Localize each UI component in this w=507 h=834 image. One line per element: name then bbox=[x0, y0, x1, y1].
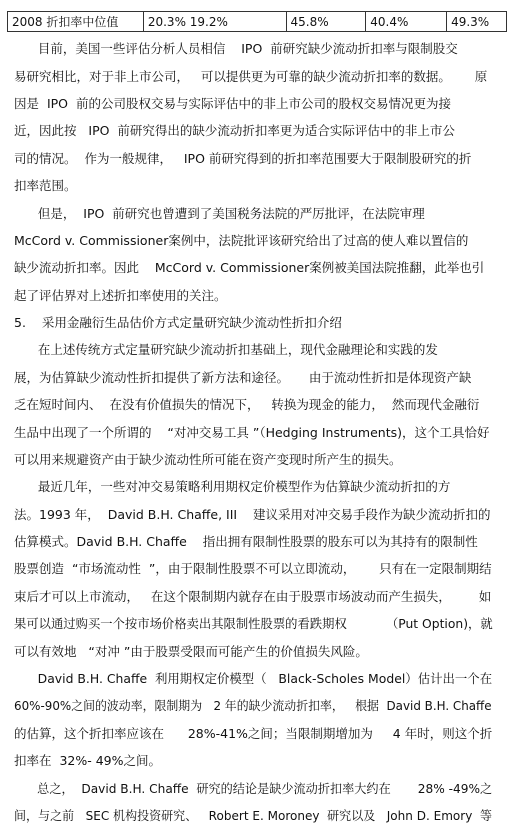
text-line: 可以有效地 “对冲 ”由于股票受限而可能产生的价值损失风险。 bbox=[14, 644, 368, 659]
text-line: McCord v. Commissioner案例中，法院批评该研究给出了过高的使人难以置信的 bbox=[14, 233, 469, 248]
text-line: 目前，美国一些评估分析人员相信 IPO 前研究缺少流动折扣率与限制股交 bbox=[14, 41, 458, 56]
section-heading: 5. 采用金融衍生品估价方式定量研究缺少流动性折扣介绍 bbox=[14, 315, 342, 330]
text-line: 易研究相比，对于非上市公司， 可以提供更为可靠的缺少流动折扣率的数据。 原 bbox=[14, 69, 488, 84]
text-line: 生品中出现了一个所谓的 “对冲交易工具 ”（Hedging Instruments)，这个工具恰好 bbox=[14, 425, 490, 440]
text-line: 的估算，这个折扣率应该在 28%-41%之间；当限制期增加为 4 年时，则这个折 bbox=[14, 726, 493, 741]
text-line: 展，为估算缺少流动性折扣提供了新方法和途径。 由于流动性折扣是体现资产缺 bbox=[14, 370, 472, 385]
text-line: 司的情况。 作为一般规律， IPO 前研究得到的折扣率范围要大于限制股研究的折 bbox=[14, 151, 472, 166]
text-line: 最近几年，一些对冲交易策略利用期权定价模型作为估算缺少流动折扣的方 bbox=[14, 479, 451, 494]
text-line: 束后才可以上市流动， 在这个限制期内就存在由于股票市场波动而产生损失， 如 bbox=[14, 589, 492, 604]
table-cell: 45.8% bbox=[286, 12, 366, 32]
text-line: 乏在短时间内、 在没有价值损失的情况下， 转换为现金的能力， 然而现代金融衍 bbox=[14, 397, 480, 412]
discount-rate-table-row bbox=[7, 11, 507, 32]
table-cell: 40.4% bbox=[366, 12, 447, 32]
text-line: 股票创造 “市场流动性 ”，由于限制性股票不可以立即流动， 只有在一定限制期结 bbox=[14, 561, 492, 576]
table-cell-label: 2008 折扣率中位值 bbox=[8, 12, 144, 32]
text-line: 但是， IPO 前研究也曾遭到了美国税务法院的严厉批评，在法院审理 bbox=[14, 206, 425, 221]
text-line: 60%-90%之间的波动率，限制期为 2 年的缺少流动折扣率， 根据 David B.H. Chaffe bbox=[14, 698, 492, 713]
text-line: 法。1993 年， David B.H. Chaffe, III 建议采用对冲交易手段作为缺少流动折扣的 bbox=[14, 507, 491, 522]
text-line: 扣率在 32%- 49%之间。 bbox=[14, 753, 161, 768]
text-line: 缺少流动折扣率。因此 McCord v. Commissioner案例被美国法院推翻，此举也引 bbox=[14, 260, 485, 275]
text-line: 扣率范围。 bbox=[14, 178, 77, 193]
table-row bbox=[8, 12, 507, 32]
text-line: David B.H. Chaffe 利用期权定价模型（ Black-Scholes Model）估计出一个在 bbox=[14, 671, 493, 686]
text-line: 可以用来规避资产由于缺少流动性所可能在资产变现时所产生的损失。 bbox=[14, 452, 402, 467]
text-line: 近，因此按 IPO 前研究得出的缺少流动折扣率更为适合实际评估中的非上市公 bbox=[14, 123, 455, 138]
table-cell: 20.3% 19.2% bbox=[143, 12, 286, 32]
text-line: 总之， David B.H. Chaffe 研究的结论是缺少流动折扣率大约在 28% -49%之 bbox=[14, 781, 493, 796]
text-line: 在上述传统方式定量研究缺少流动折扣基础上，现代金融理论和实践的发 bbox=[14, 342, 438, 357]
table-cell: 49.3% bbox=[447, 12, 507, 32]
text-line: 起了评估界对上述折扣率使用的关注。 bbox=[14, 288, 227, 303]
text-line: 果可以通过购买一个按市场价格卖出其限制性股票的看跌期权 （Put Option)，就 bbox=[14, 616, 493, 631]
text-line: 间，与之前 SEC 机构投资研究、 Robert E. Moroney 研究以及 John D. Emory 等 bbox=[14, 808, 493, 823]
text-line: 因是 IPO 前的公司股权交易与实际评估中的非上市公司的股权交易情况更为接 bbox=[14, 96, 451, 111]
text-line: 估算模式。David B.H. Chaffe 指出拥有限制性股票的股东可以为其持有的限制性 bbox=[14, 534, 478, 549]
